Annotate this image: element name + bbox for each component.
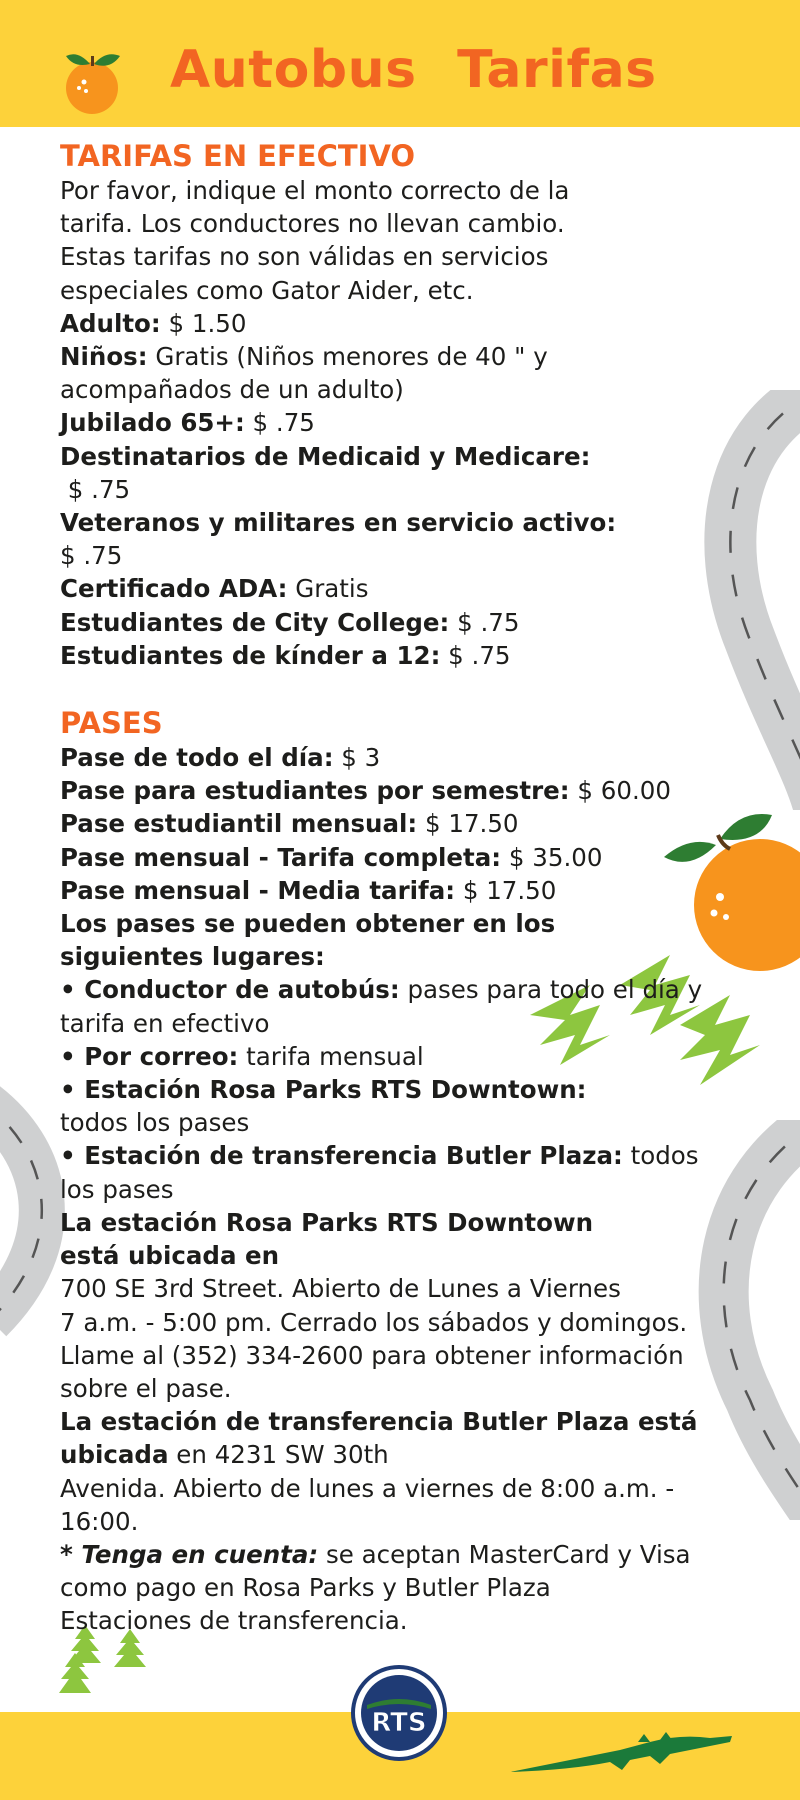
pass-student-monthly: Pase estudiantil mensual: $ 17.50	[60, 809, 519, 839]
fare-veterans-value: $ .75	[60, 541, 123, 571]
butler-info: Avenida. Abierto de lunes a viernes de 8:00 a.m. -	[60, 1473, 675, 1503]
rts-logo	[351, 1665, 447, 1761]
pass-locations-intro: siguientes lugares:	[60, 942, 325, 972]
pass-day: Pase de todo el día: $ 3	[60, 743, 381, 773]
passes-heading: PASES	[60, 706, 163, 741]
alligator-icon	[510, 1720, 735, 1775]
rosa-parks-address-label: está ubicada en	[60, 1241, 280, 1271]
rosa-parks-info: Llame al (352) 334-2600 para obtener información	[60, 1340, 684, 1370]
location-butler-note: los pases	[60, 1174, 174, 1204]
payment-note: * Tenga en cuenta: se aceptan MasterCard y Visa	[60, 1539, 691, 1569]
fare-city-college: Estudiantes de City College: $ .75	[60, 607, 520, 637]
location-driver: • Conductor de autobús: pases para todo el día y	[60, 975, 703, 1005]
pass-semester: Pase para estudiantes por semestre: $ 60.00	[60, 776, 671, 806]
rosa-parks-info: sobre el pase.	[60, 1373, 232, 1403]
pass-locations-intro: Los pases se pueden obtener en los	[60, 909, 556, 939]
logo-text: RTS	[371, 1708, 427, 1738]
cash-intro-line: especiales como Gator Aider, etc.	[60, 275, 474, 305]
fare-senior: Jubilado 65+: $ .75	[60, 408, 315, 438]
pass-half-monthly: Pase mensual - Media tarifa: $ 17.50	[60, 875, 557, 905]
pass-full-monthly: Pase mensual - Tarifa completa: $ 35.00	[60, 842, 603, 872]
butler-info: 16:00.	[60, 1506, 139, 1536]
cash-intro-line: Estas tarifas no son válidas en servicios	[60, 242, 549, 272]
fare-medicaid-value: $ .75	[60, 474, 131, 504]
butler-address-label: La estación de transferencia Butler Plaza está	[60, 1407, 698, 1437]
location-rosa-parks-note: todos los pases	[60, 1108, 250, 1138]
page-title: Autobus Tarifas	[170, 40, 657, 100]
fare-kids: Niños: Gratis (Niños menores de 40 " y	[60, 342, 548, 372]
fare-medicaid-label: Destinatarios de Medicaid y Medicare:	[60, 441, 591, 471]
payment-note-more: como pago en Rosa Parks y Butler Plaza	[60, 1573, 551, 1603]
fare-k12: Estudiantes de kínder a 12: $ .75	[60, 640, 511, 670]
cash-fares-heading: TARIFAS EN EFECTIVO	[60, 139, 416, 173]
payment-note-more: Estaciones de transferencia.	[60, 1606, 408, 1636]
fare-kids-note: acompañados de un adulto)	[60, 375, 404, 405]
rosa-parks-address-label: La estación Rosa Parks RTS Downtown	[60, 1207, 594, 1237]
fare-adult: Adulto: $ 1.50	[60, 308, 247, 338]
location-mail: • Por correo: tarifa mensual	[60, 1041, 424, 1071]
fare-content	[60, 138, 765, 1638]
cash-intro-line: Por favor, indique el monto correcto de la	[60, 176, 570, 205]
cash-intro-line: tarifa. Los conductores no llevan cambio.	[60, 209, 565, 239]
rosa-parks-info: 700 SE 3rd Street. Abierto de Lunes a Viernes	[60, 1274, 621, 1304]
rosa-parks-info: 7 a.m. - 5:00 pm. Cerrado los sábados y domingos.	[60, 1307, 688, 1337]
butler-address: ubicada en 4231 SW 30th	[60, 1440, 389, 1470]
location-rosa-parks: • Estación Rosa Parks RTS Downtown:	[60, 1075, 587, 1105]
fare-veterans-label: Veteranos y militares en servicio activo:	[60, 508, 617, 538]
location-driver-note: tarifa en efectivo	[60, 1008, 270, 1038]
location-butler: • Estación de transferencia Butler Plaza: todos	[60, 1141, 699, 1171]
orange-fruit-icon	[62, 46, 126, 118]
fare-ada: Certificado ADA: Gratis	[60, 574, 369, 604]
